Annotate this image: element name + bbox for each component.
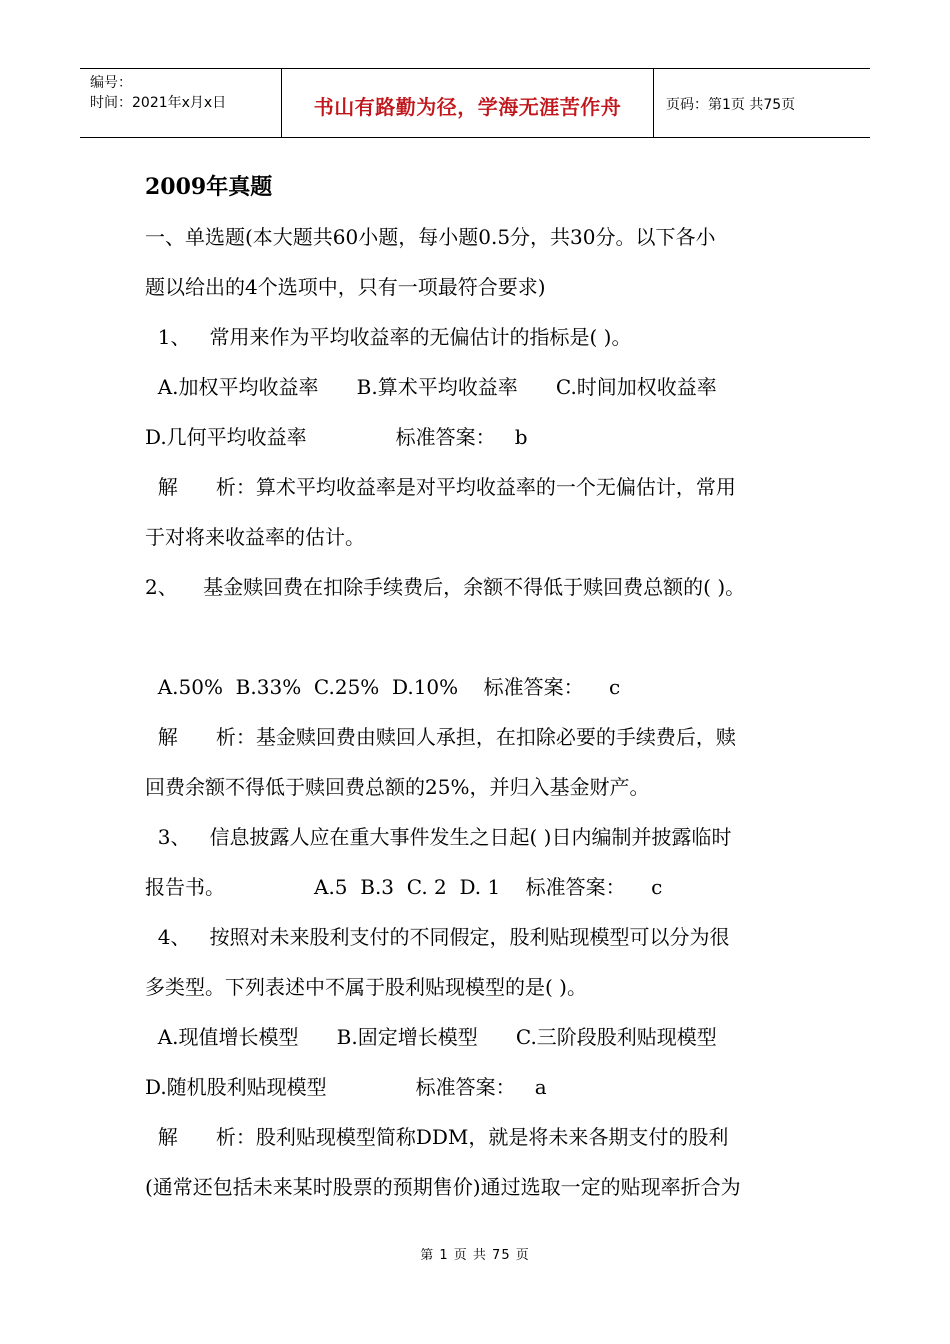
text-line: 一、单选题(本大题共60小题，每小题0.5分，共30分。以下各小 <box>145 225 716 249</box>
text-line: 于对将来收益率的估计。 <box>145 525 365 549</box>
text-line: A.加权平均收益率 B.算术平均收益率 C.时间加权收益率 <box>145 375 717 399</box>
text-line: 报告书。 A.5 B.3 C. 2 D. 1 标准答案： c <box>145 875 663 899</box>
header-page-info: 页码：第1页 共75页 <box>666 97 796 113</box>
text-line: 解 析：算术平均收益率是对平均收益率的一个无偏估计，常用 <box>145 475 736 499</box>
text-line: D.几何平均收益率 标准答案： b <box>145 425 528 449</box>
text-line: 回费余额不得低于赎回费总额的25%，并归入基金财产。 <box>145 775 650 799</box>
text-line: 解 析：基金赎回费由赎回人承担，在扣除必要的手续费后，赎 <box>145 725 736 749</box>
date-label: 时间：2021年x月x日 <box>90 95 227 111</box>
page-header <box>80 68 870 138</box>
header-motto: 书山有路勤为径，学海无涯苦作舟 <box>282 69 654 137</box>
text-line: 题以给出的4个选项中，只有一项最符合要求) <box>145 275 546 299</box>
text-line: A.现值增长模型 B.固定增长模型 C.三阶段股利贴现模型 <box>145 1025 717 1049</box>
text-line: (通常还包括未来某时股票的预期售价)通过选取一定的贴现率折合为 <box>145 1175 741 1199</box>
document-body <box>145 162 815 1212</box>
header-meta <box>80 69 282 137</box>
text-line: 1、 常用来作为平均收益率的无偏估计的指标是( )。 <box>145 325 632 349</box>
text-line: 3、 信息披露人应在重大事件发生之日起( )日内编制并披露临时 <box>145 825 732 849</box>
number-label: 编号： <box>90 75 132 91</box>
text-line: 4、 按照对未来股利支付的不同假定，股利贴现模型可以分为很 <box>145 925 730 949</box>
blank-line <box>145 612 815 662</box>
text-line: 多类型。下列表述中不属于股利贴现模型的是( )。 <box>145 975 587 999</box>
document-title: 2009年真题 <box>145 174 273 200</box>
text-line: A.50% B.33% C.25% D.10% 标准答案： c <box>145 675 621 699</box>
text-line: 2、 基金赎回费在扣除手续费后，余额不得低于赎回费总额的( )。 <box>145 575 746 599</box>
text-line: 解 析：股利贴现模型简称DDM，就是将未来各期支付的股利 <box>145 1125 729 1149</box>
text-line: D.随机股利贴现模型 标准答案： a <box>145 1075 547 1099</box>
page-footer: 第 1 页 共 75 页 <box>420 1248 530 1263</box>
